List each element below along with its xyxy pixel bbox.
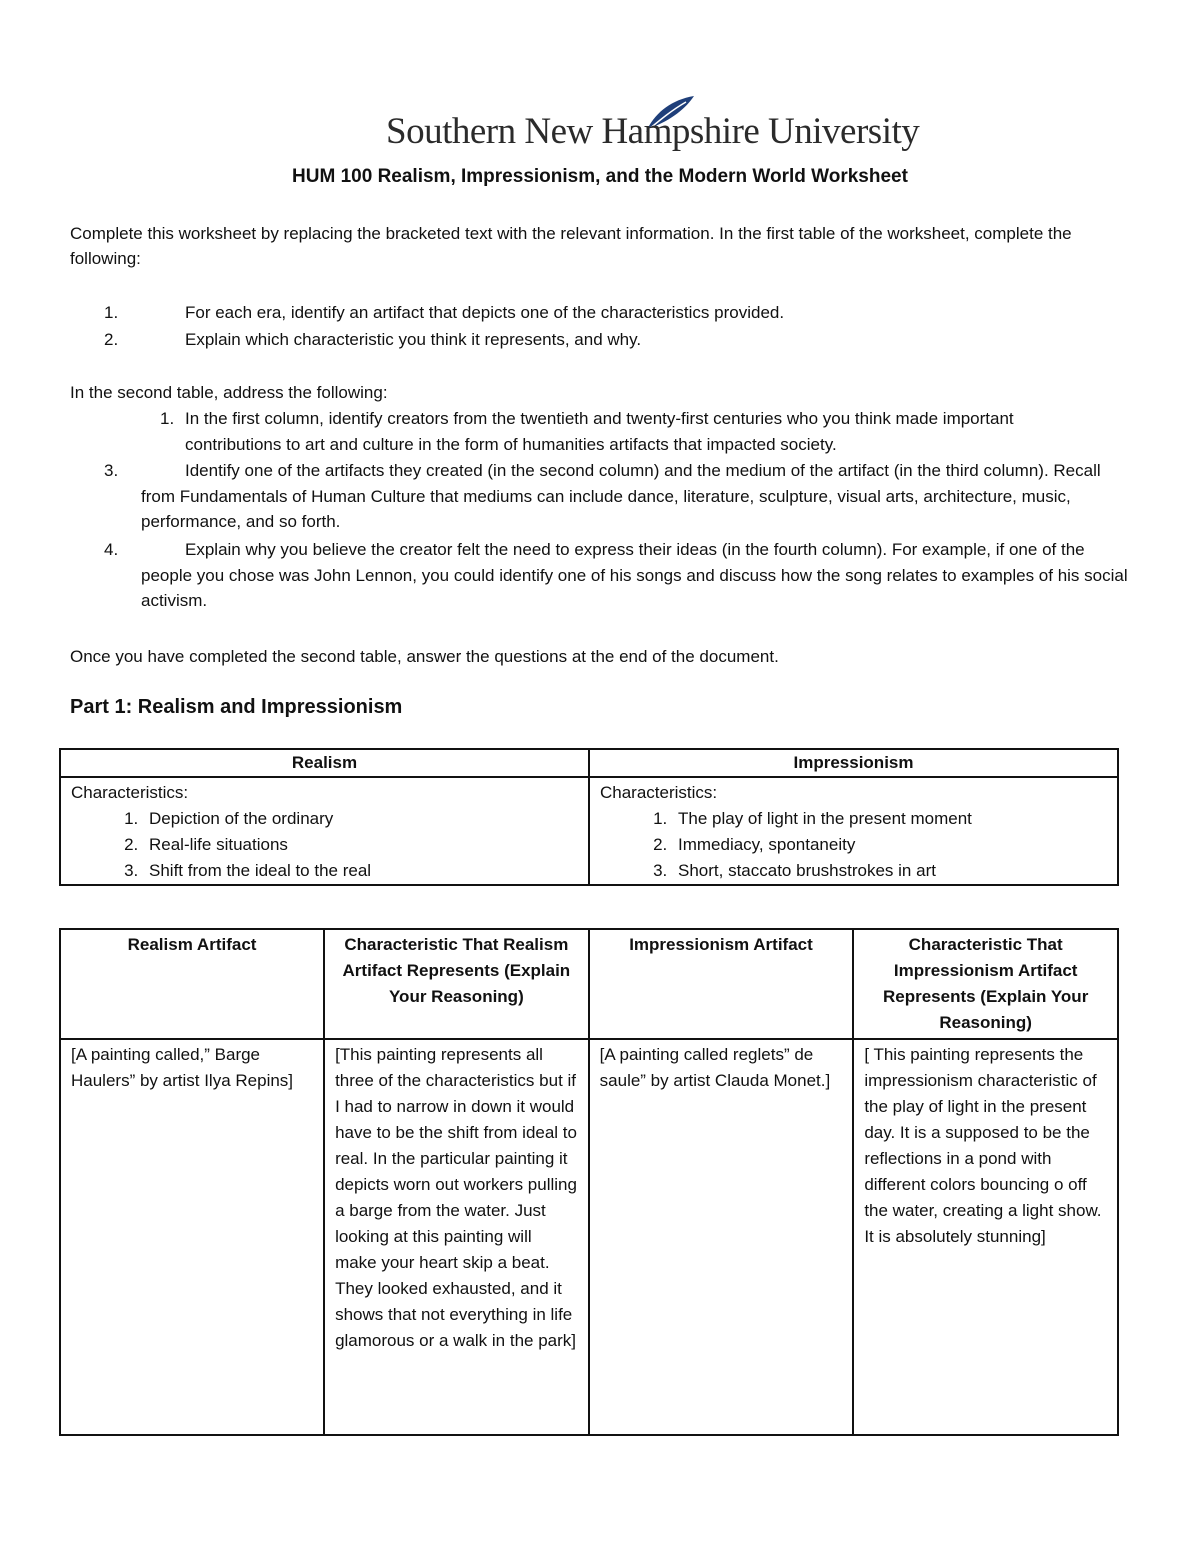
instruction-item — [104, 458, 1134, 535]
closing-instruction: Once you have completed the second table, answer the questions at the end of the document. — [70, 647, 779, 666]
characteristic-item: 1. Depiction of the ordinary — [143, 806, 578, 832]
part1-heading: Part 1: Realism and Impressionism — [70, 696, 403, 718]
instruction-item — [160, 406, 1090, 457]
impressionism-artifact-header: Impressionism Artifact — [589, 929, 854, 1039]
realism-characteristic-header: Characteristic That Realism Artifact Represents (Explain Your Reasoning) — [324, 929, 589, 1039]
impressionism-characteristic-header: Characteristic That Impressionism Artifact Represents (Explain Your Reasoning) — [853, 929, 1118, 1039]
characteristics-table — [59, 748, 1119, 886]
instruction-item — [104, 300, 1084, 326]
item-number: 4. — [104, 540, 119, 559]
artifacts-table — [59, 928, 1119, 1436]
impressionism-header: Impressionism — [589, 749, 1118, 777]
university-logo — [386, 94, 920, 158]
characteristic-item: 2. Real-life situations — [143, 832, 578, 858]
item-text: Explain why you believe the creator felt the need to express their ideas (in the fourth column). For example, if one of the people you chose was John Lennon, you could identify one of his songs and discuss how the song relates to examples of his social activism. — [141, 540, 1128, 610]
item-text: Identify one of the artifacts they created (in the second column) and the medium of the artifact (in the third column). Recall from Fundamentals of Human Culture that mediums can include dance, literature, sculpture, visual arts, architecture, music, performance, and so forth. — [141, 461, 1101, 531]
impressionism-characteristics-cell — [589, 777, 1118, 885]
impressionism-artifact-cell[interactable]: [A painting called reglets” de saule” by artist Clauda Monet.] — [589, 1039, 854, 1435]
table-row — [60, 1039, 1118, 1435]
characteristics-label: Characteristics: — [600, 783, 718, 802]
characteristic-item: 3. Shift from the ideal to the real — [143, 858, 578, 884]
impressionism-reasoning-cell[interactable]: [ This painting represents the impressionism characteristic of the play of light in the present day. It is a supposed to be the reflections in a pond with different colors bouncing o off the water, creating a light show. It is absolutely stunning] — [853, 1039, 1118, 1435]
item-number: 3. — [104, 461, 119, 480]
intro-paragraph: Complete this worksheet by replacing the bracketed text with the relevant information. In the first table of the worksheet, complete the following: — [70, 224, 1072, 268]
characteristic-item: 2. Immediacy, spontaneity — [672, 832, 1107, 858]
realism-characteristics-cell — [60, 777, 589, 885]
characteristic-item: 1. The play of light in the present moment — [672, 806, 1107, 832]
item-text: Explain which characteristic you think it represents, and why. — [185, 330, 642, 349]
instruction-item — [104, 327, 1084, 353]
item-number: 1. — [160, 409, 175, 428]
realism-header: Realism — [60, 749, 589, 777]
characteristic-item: 3. Short, staccato brushstrokes in art — [672, 858, 1107, 884]
logo-wordmark: Southern New Hampshire University — [386, 111, 920, 152]
item-text: In the first column, identify creators from the twentieth and twenty-first centuries who you think made important contributions to art and culture in the form of humanities artifacts that impacted society. — [185, 409, 1014, 454]
item-number: 2. — [104, 330, 119, 349]
characteristics-label: Characteristics: — [71, 783, 189, 802]
document-title: HUM 100 Realism, Impressionism, and the Modern World Worksheet — [292, 166, 908, 187]
item-text: For each era, identify an artifact that depicts one of the characteristics provided. — [185, 303, 785, 322]
instruction-item — [104, 537, 1134, 614]
realism-artifact-header: Realism Artifact — [60, 929, 324, 1039]
realism-reasoning-cell[interactable]: [This painting represents all three of the characteristics but if I had to narrow in down it would have to be the shift from ideal to real. In the particular painting it depicts worn out workers pulling a barge from the water. Just looking at this painting will make your heart skip a beat. They looked exhausted, and it shows that not everything in life glamorous or a walk in the park] — [324, 1039, 589, 1435]
item-number: 1. — [104, 303, 119, 322]
realism-artifact-cell[interactable]: [A painting called,” Barge Haulers” by artist Ilya Repins] — [60, 1039, 324, 1435]
second-table-intro: In the second table, address the following: — [70, 383, 388, 402]
